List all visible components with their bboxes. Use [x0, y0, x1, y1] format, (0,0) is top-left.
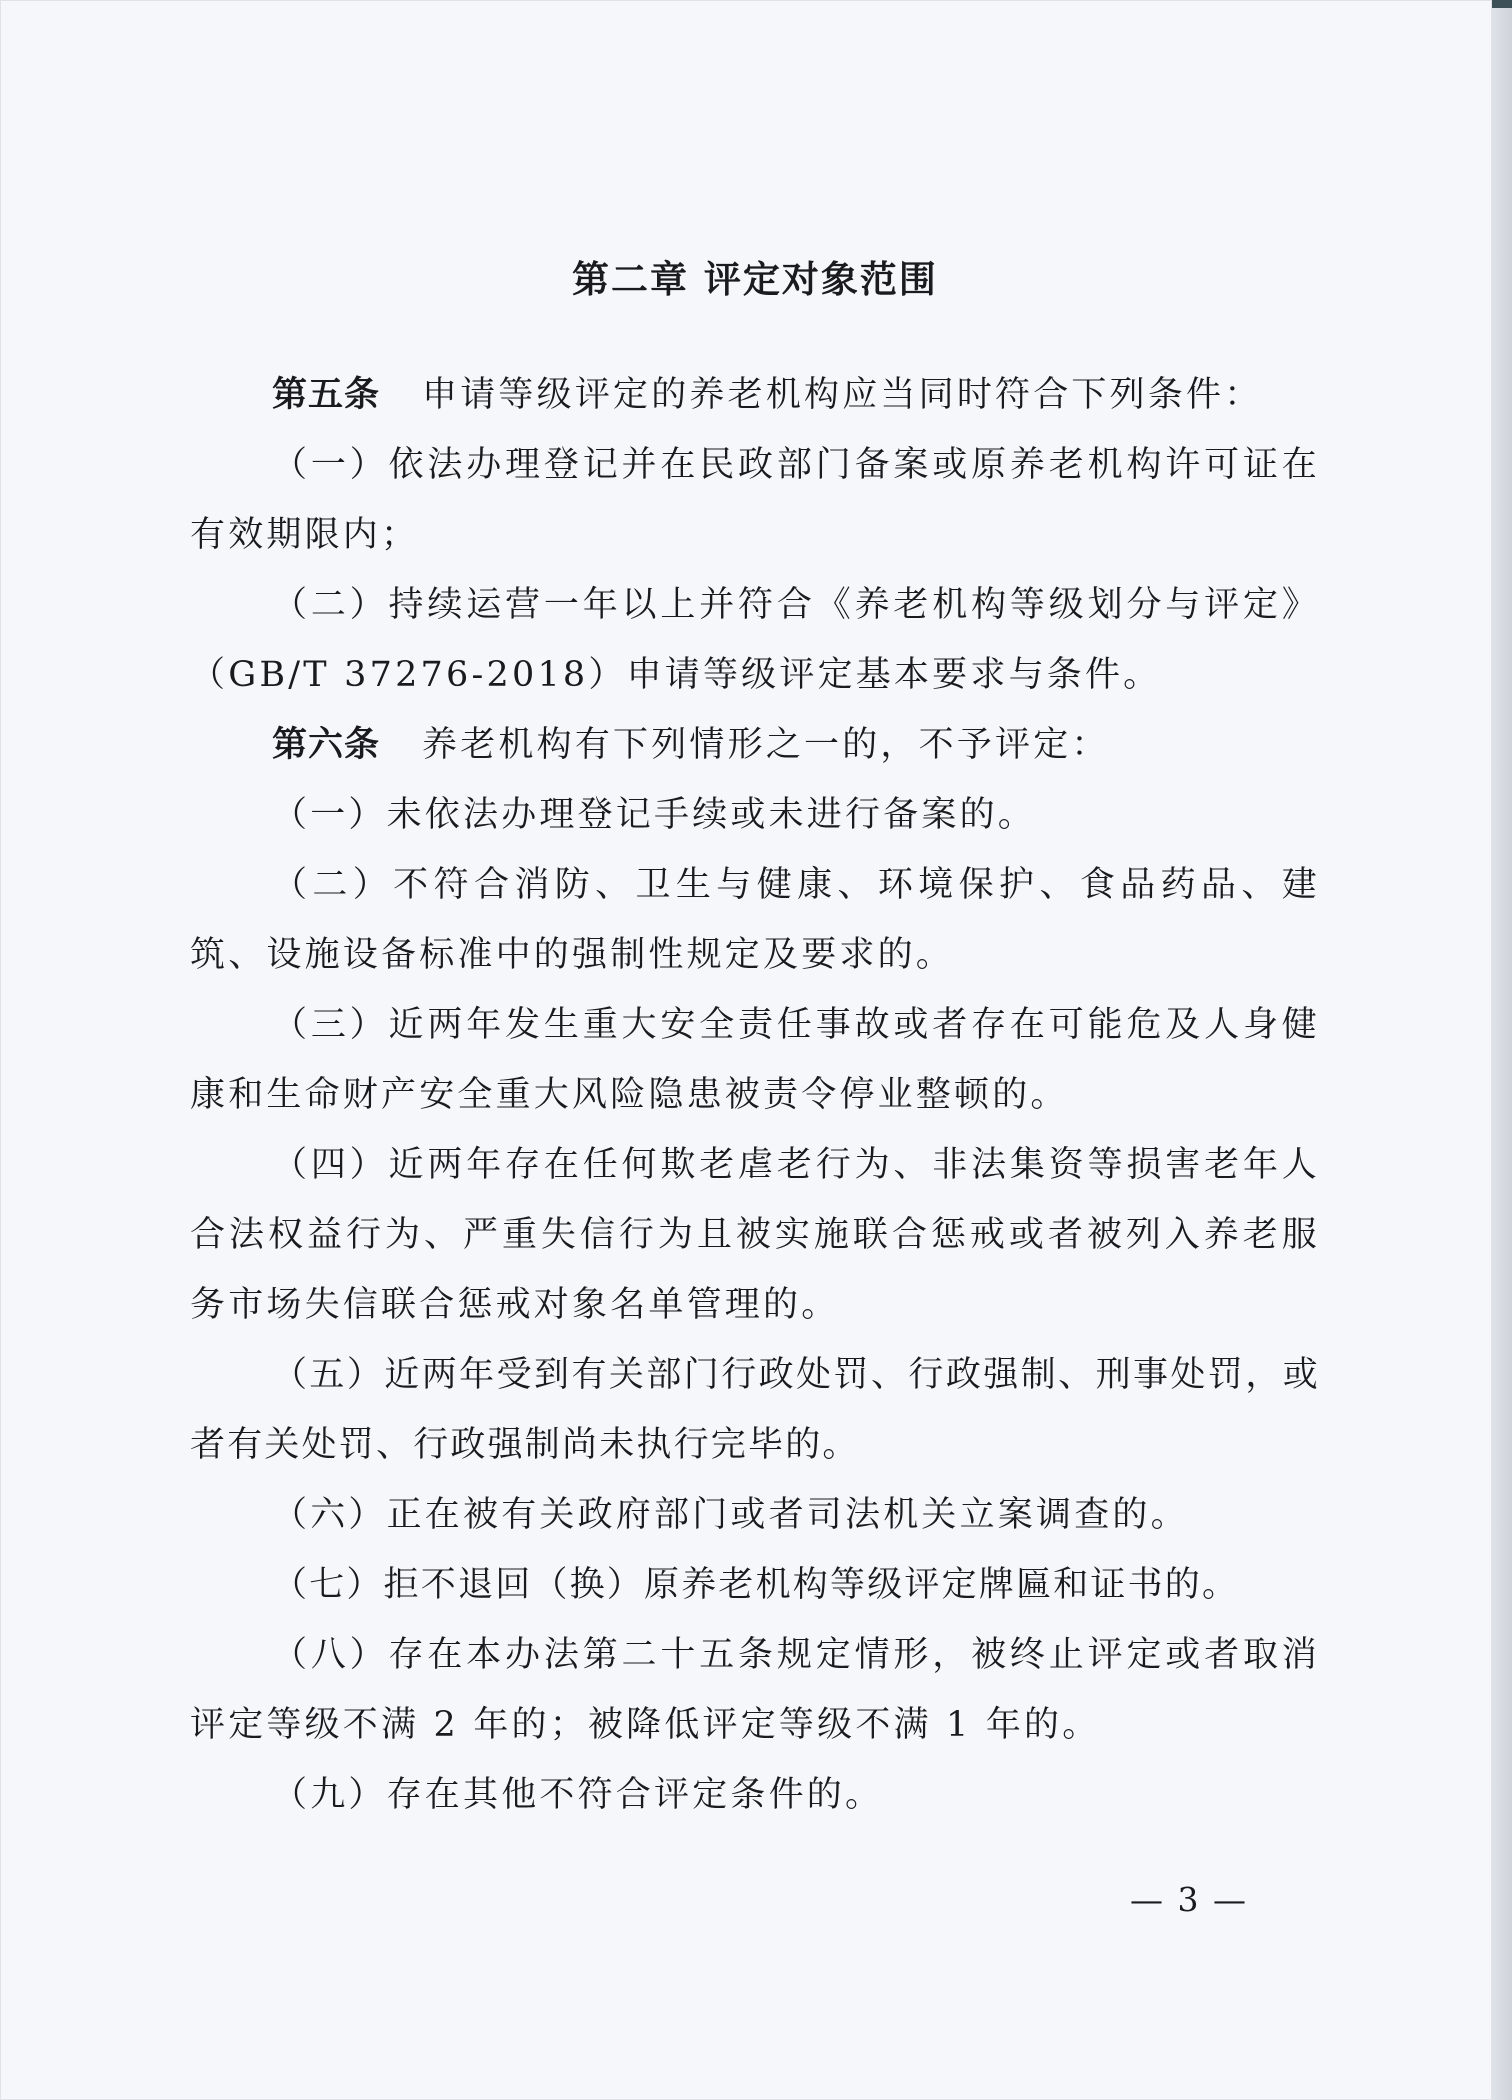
article-6-item-1: （一）未依法办理登记手续或未进行备案的。	[272, 795, 1037, 835]
scan-right-edge	[1492, 8, 1512, 2100]
article-5-text: 申请等级评定的养老机构应当同时符合下列条件：	[422, 375, 1263, 415]
chapter-title: 第二章 评定对象范围	[572, 258, 938, 301]
article-6-item-9: （九）存在其他不符合评定条件的。	[272, 1775, 884, 1815]
article-5-intro	[190, 360, 1320, 430]
page-number: — 3 —	[1130, 1880, 1248, 1919]
article-6-item-8: （八）存在本办法第二十五条规定情形，被终止评定或者取消评定等级不满 2 年的；被降低评定等级不满 1 年的。	[190, 1635, 1320, 1745]
article-6-label: 第六条	[272, 725, 381, 765]
document-body	[190, 250, 1320, 1830]
article-5-label: 第五条	[272, 375, 381, 415]
article-5-item-2: （二）持续运营一年以上并符合《养老机构等级划分与评定》（GB/T 37276-2018）申请等级评定基本要求与条件。	[190, 585, 1320, 695]
article-6-item-2: （二）不符合消防、卫生与健康、环境保护、食品药品、建筑、设施设备标准中的强制性规定及要求的。	[190, 865, 1320, 975]
article-5-item-1: （一）依法办理登记并在民政部门备案或原养老机构许可证在有效期限内；	[190, 445, 1320, 555]
article-6-item-7: （七）拒不退回（换）原养老机构等级评定牌匾和证书的。	[272, 1565, 1240, 1605]
article-6-item-4: （四）近两年存在任何欺老虐老行为、非法集资等损害老年人合法权益行为、严重失信行为且被实施联合惩戒或者被列入养老服务市场失信联合惩戒对象名单管理的。	[190, 1145, 1320, 1325]
article-6-intro	[190, 710, 1320, 780]
article-6-item-5: （五）近两年受到有关部门行政处罚、行政强制、刑事处罚，或者有关处罚、行政强制尚未执行完毕的。	[190, 1355, 1320, 1465]
article-6-text: 养老机构有下列情形之一的，不予评定：	[422, 725, 1110, 765]
article-6-item-6: （六）正在被有关政府部门或者司法机关立案调查的。	[272, 1495, 1189, 1535]
article-6-item-3: （三）近两年发生重大安全责任事故或者存在可能危及人身健康和生命财产安全重大风险隐患被责令停业整顿的。	[190, 1005, 1320, 1115]
